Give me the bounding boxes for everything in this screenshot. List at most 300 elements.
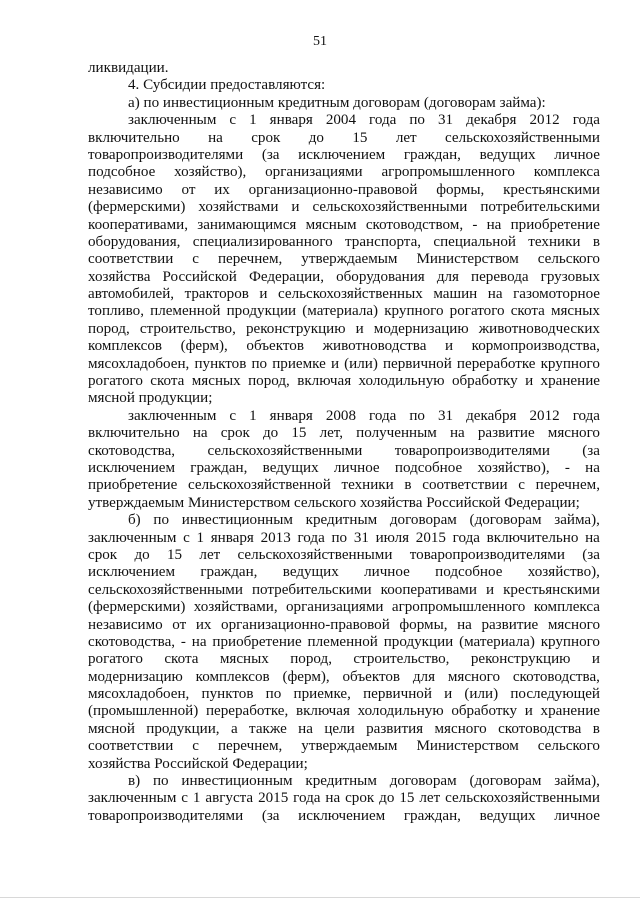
word: хранение (540, 373, 600, 390)
word: строительство, (353, 651, 450, 668)
word: также (249, 720, 287, 737)
word: включительно (88, 425, 180, 442)
word: и (355, 320, 364, 337)
word: и (591, 651, 600, 668)
word: приобретение (88, 477, 178, 494)
word: инвестиционным (181, 773, 293, 790)
text-line (88, 338, 600, 355)
word: обработку (451, 373, 518, 390)
word: оборудования, (88, 233, 181, 250)
text-line (88, 721, 600, 738)
word: пород, (88, 320, 130, 337)
text-line: мясной продукции; (88, 390, 213, 407)
word: соответствии (88, 738, 174, 755)
word: от (172, 616, 187, 633)
word: и (524, 703, 533, 720)
word: грузовых (540, 268, 600, 285)
word: развитие (477, 425, 535, 442)
word: срок (345, 790, 375, 807)
word: племенной (307, 633, 378, 650)
word: объектов (342, 668, 401, 685)
word: и (444, 686, 453, 703)
word: товаропроизводителями (394, 442, 550, 459)
word: хозяйства (88, 268, 151, 285)
word: (или) (464, 686, 499, 703)
word: полученным (356, 425, 437, 442)
word: приобретение (510, 216, 600, 233)
word: года (369, 407, 397, 424)
page-number: 51 (313, 34, 327, 49)
text-line (88, 251, 600, 268)
word: 15 (291, 425, 307, 442)
word: лет (419, 790, 441, 807)
word: мясных (550, 303, 600, 320)
word: и (330, 355, 340, 372)
word: крестьянскими (503, 181, 600, 198)
word: включительно (486, 529, 579, 546)
word: исключением (298, 146, 386, 163)
word: перечнем, (217, 251, 283, 268)
word: с (518, 477, 525, 494)
word: тракторов (184, 286, 249, 303)
word: приемке (272, 355, 326, 372)
text-line (88, 286, 600, 303)
word: заключенным (88, 529, 177, 546)
word: июля (375, 529, 410, 546)
word: (материала) (302, 303, 379, 320)
word: транспорта, (345, 233, 422, 250)
word: приемке, (293, 686, 351, 703)
word: кооперативами, (88, 216, 188, 233)
word: личное (364, 564, 410, 581)
word: обработку (451, 703, 518, 720)
word: подсобное (394, 459, 463, 476)
text-line (88, 425, 600, 442)
word: специализированного (192, 233, 333, 250)
text-line (88, 408, 600, 425)
word: (фермерскими) (88, 199, 186, 216)
word: декабря (466, 407, 517, 424)
word: машин (433, 286, 478, 303)
word: декабря (466, 112, 517, 129)
word: потребительскими (480, 199, 600, 216)
word: организациями (265, 164, 363, 181)
word: августа (205, 790, 254, 807)
word: Федерации, (248, 268, 325, 285)
word: для (412, 668, 436, 685)
word: животноводства (322, 338, 427, 355)
word: оборудования (336, 268, 425, 285)
word: независимо (88, 181, 163, 198)
word: продукции, (146, 720, 220, 737)
word: 2008 (325, 407, 357, 424)
word: личное (554, 807, 600, 824)
word: января (269, 112, 313, 129)
text-line (88, 634, 600, 651)
word: газомоторное (513, 286, 600, 303)
word: лет (395, 129, 417, 146)
text-line (88, 686, 600, 703)
word: на (449, 425, 465, 442)
word: приобретение (212, 633, 302, 650)
text-line (88, 703, 600, 720)
word: (или) (344, 355, 378, 372)
word: года (572, 112, 600, 129)
word: перевода (471, 268, 529, 285)
word: Российской (162, 268, 237, 285)
word: техники (341, 477, 394, 494)
word: скотоводством, (365, 216, 464, 233)
word: и (485, 581, 495, 598)
word: по (409, 407, 425, 424)
word: (договорам (469, 512, 542, 529)
word: договорам (389, 512, 457, 529)
word: (за (261, 807, 280, 824)
word: б) (128, 512, 141, 529)
word: в (404, 477, 412, 494)
word: сельскохозяйственной (188, 477, 331, 494)
word: скота (164, 651, 199, 668)
word: агропромышленного (381, 164, 515, 181)
word: скотоводства, (512, 668, 600, 685)
word: переработке, (205, 703, 289, 720)
word: заключенным (88, 790, 177, 807)
word: 1 (249, 407, 257, 424)
word: (ферм), (180, 338, 228, 355)
word: января (269, 407, 313, 424)
word: сельского (537, 738, 600, 755)
word: с (229, 112, 237, 129)
word: от (181, 181, 196, 198)
word: до (134, 546, 150, 563)
word: холодильную (357, 703, 444, 720)
word: по (251, 355, 268, 372)
word: а (230, 720, 238, 737)
word: сельскохозяйственными (88, 581, 243, 598)
word: и (291, 199, 300, 216)
word: продукции (226, 303, 297, 320)
word: до (263, 425, 279, 442)
word: крупного (540, 633, 600, 650)
word: мясных (191, 373, 241, 390)
word: мясного (447, 668, 501, 685)
word: - (180, 633, 186, 650)
word: и (259, 286, 268, 303)
text-line (88, 321, 600, 338)
text-line (88, 669, 600, 686)
word: граждан, (200, 564, 258, 581)
word: заключенным (128, 407, 217, 424)
word: хозяйство), (174, 164, 247, 181)
word: с (183, 529, 190, 546)
word: на (457, 616, 472, 633)
text-line (88, 130, 600, 147)
word: кредитным (305, 512, 378, 529)
word: и (445, 338, 454, 355)
word: хранение (540, 703, 600, 720)
word: сельскохозяйственными (445, 790, 600, 807)
word: крупного (384, 303, 444, 320)
word: 1 (192, 790, 201, 807)
word: граждан, (190, 459, 248, 476)
word: 2012 (529, 407, 560, 424)
word: специальной (433, 233, 516, 250)
word: мясного (434, 720, 487, 737)
word: соответствии (422, 477, 508, 494)
text-line (88, 564, 600, 581)
word: сельского (537, 251, 600, 268)
word: развитие (481, 616, 539, 633)
text-line (88, 547, 600, 564)
word: объектов (246, 338, 304, 355)
word: с (181, 790, 188, 807)
word: перечнем, (217, 738, 283, 755)
word: ведущих (479, 146, 536, 163)
word: в) (128, 773, 141, 790)
word: с (229, 407, 237, 424)
word: 1 (196, 529, 205, 546)
word: по (409, 112, 425, 129)
word: продукции (383, 633, 454, 650)
word: на (192, 425, 208, 442)
word: 1 (249, 112, 257, 129)
text-line (88, 112, 600, 129)
word: первичной (382, 355, 452, 372)
word: крупного (540, 355, 600, 372)
word: по (153, 512, 170, 529)
word: включительно (88, 129, 180, 146)
word: реконструкцию (470, 651, 571, 668)
word: личное (333, 459, 380, 476)
text-line: а) по инвестиционным кредитным договорам (договорам займа): (128, 94, 546, 111)
word: займа), (554, 773, 600, 790)
word: утверждаемым (301, 738, 398, 755)
text-line (88, 582, 600, 599)
text-line (88, 199, 600, 216)
text-line (88, 234, 600, 251)
word: пунктов (194, 355, 247, 372)
text-line (88, 808, 600, 825)
word: скотоводства, (88, 633, 176, 650)
word: (материала) (459, 633, 535, 650)
word: холодильную (358, 373, 445, 390)
word: января (210, 529, 254, 546)
text-line (88, 147, 600, 164)
word: потребительскими (251, 581, 372, 598)
word: (за (582, 442, 600, 459)
word: Министерством (416, 738, 519, 755)
word: личное (554, 146, 600, 163)
word: комплексов (88, 338, 163, 355)
word: хозяйство), (527, 564, 600, 581)
word: подсобное (435, 564, 503, 581)
text-line (88, 164, 600, 181)
word: модернизацию (88, 668, 183, 685)
word: организационно-правовой (248, 181, 418, 198)
word: на (191, 633, 207, 650)
word: на (585, 459, 600, 476)
word: пунктов (201, 686, 254, 703)
word: по (265, 686, 282, 703)
word: мясных (219, 651, 269, 668)
text-line (88, 530, 600, 547)
word: 2004 (325, 112, 357, 129)
word: (за (261, 146, 280, 163)
scan-edge-line (0, 897, 640, 898)
text-line (88, 617, 600, 634)
word: подсобное (88, 164, 156, 181)
word: года (452, 529, 480, 546)
word: рогатого (88, 651, 143, 668)
word: 31 (438, 407, 454, 424)
word: на (208, 129, 223, 146)
word: мясным (305, 216, 357, 233)
word: автомобилей, (88, 286, 175, 303)
text-line: ликвидации. (88, 60, 169, 76)
word: 31 (353, 529, 369, 546)
text-line (88, 443, 600, 460)
word: (за (582, 546, 600, 563)
word: хозяйствами, (193, 599, 278, 616)
text-line (88, 599, 600, 616)
text-line (88, 373, 600, 390)
word: срок (88, 546, 118, 563)
word: рогатого (88, 373, 143, 390)
word: реконструкцию (245, 320, 346, 337)
word: скотоводства, (88, 442, 176, 459)
word: исключением (88, 564, 176, 581)
word: инвестиционным (181, 512, 293, 529)
word: комплекса (533, 599, 600, 616)
word: с (192, 738, 199, 755)
word: срок (220, 425, 250, 442)
word: 31 (438, 112, 454, 129)
text-line (88, 182, 600, 199)
word: года (297, 529, 325, 546)
word: последующей (510, 686, 600, 703)
word: года (293, 790, 321, 807)
word: формы, (436, 181, 485, 198)
word: 2015 (415, 529, 446, 546)
text-line: утверждаемым Министерством сельского хозяйства Российской Федерации; (88, 494, 580, 511)
word: пород, (290, 651, 332, 668)
word: года (572, 407, 600, 424)
word: кредитным (305, 773, 377, 790)
word: мясного (547, 616, 600, 633)
word: комплекса (533, 164, 600, 181)
word: комплексов (195, 668, 270, 685)
word: лет (199, 546, 221, 563)
text-line (88, 477, 600, 494)
word: в (592, 720, 600, 737)
word: на (486, 216, 502, 233)
word: ведущих (282, 564, 339, 581)
word: рогатого (449, 303, 505, 320)
word: цели (324, 720, 355, 737)
word: Министерством (416, 251, 519, 268)
word: 2013 (260, 529, 291, 546)
word: 2012 (529, 112, 560, 129)
word: (промышленной) (88, 703, 199, 720)
word: их (195, 616, 212, 633)
word: (договорам (469, 773, 542, 790)
word: срок (251, 129, 281, 146)
word: переработке (456, 355, 536, 372)
word: первичной (363, 686, 432, 703)
word: сельскохозяйственными (312, 199, 468, 216)
word: организационно-правовой (221, 616, 390, 633)
word: исключением (88, 459, 176, 476)
word: 15 (167, 546, 183, 563)
text-line (88, 738, 600, 755)
word: ведущих (262, 459, 319, 476)
word: до (308, 129, 324, 146)
word: сельскохозяйственными (207, 442, 363, 459)
word: мясохладобоен, (88, 355, 190, 372)
text-line (88, 773, 600, 790)
word: 15 (399, 790, 415, 807)
word: топливо, (88, 303, 144, 320)
word: 2015 (258, 790, 289, 807)
word: животноводческих (478, 320, 600, 337)
word: товаропроизводителями (88, 146, 244, 163)
word: на (325, 790, 341, 807)
word: ведущих (479, 807, 536, 824)
word: (ферм), (282, 668, 330, 685)
word: займа), (554, 512, 600, 529)
word: на (585, 529, 600, 546)
document-body (88, 60, 600, 825)
word: их (214, 181, 230, 198)
word: - (472, 216, 478, 233)
text-line (88, 269, 600, 286)
word: граждан, (403, 807, 461, 824)
word: мясной (88, 720, 135, 737)
word: товаропроизводителями (409, 546, 565, 563)
word: сельскохозяйственных (278, 286, 423, 303)
word: на (298, 720, 313, 737)
word: крестьянскими (503, 581, 600, 598)
word: строительство, (139, 320, 236, 337)
word: - (564, 459, 570, 476)
text-line (88, 356, 600, 373)
word: для (436, 268, 459, 285)
word: включая (297, 373, 352, 390)
word: 15 (352, 129, 368, 146)
text-line (88, 303, 600, 320)
word: товаропроизводителями (88, 807, 244, 824)
word: по (331, 529, 348, 546)
word: мясохладобоен, (88, 686, 190, 703)
text-line (88, 512, 600, 529)
word: организациями (285, 599, 384, 616)
word: кормопроизводства, (471, 338, 600, 355)
word: договорам (389, 773, 457, 790)
word: заключенным (128, 112, 217, 129)
word: сельскохозяйственными (445, 129, 600, 146)
word: занимающимся (197, 216, 297, 233)
word: хозяйство), (477, 459, 550, 476)
word: племенной (150, 303, 221, 320)
word: граждан, (403, 146, 461, 163)
word: модернизацию (373, 320, 469, 337)
word: с (192, 251, 199, 268)
word: кооперативами (380, 581, 477, 598)
word: (фермерскими) (88, 599, 186, 616)
word: техники (528, 233, 581, 250)
word: развития (366, 720, 424, 737)
word: утверждаемым (301, 251, 398, 268)
